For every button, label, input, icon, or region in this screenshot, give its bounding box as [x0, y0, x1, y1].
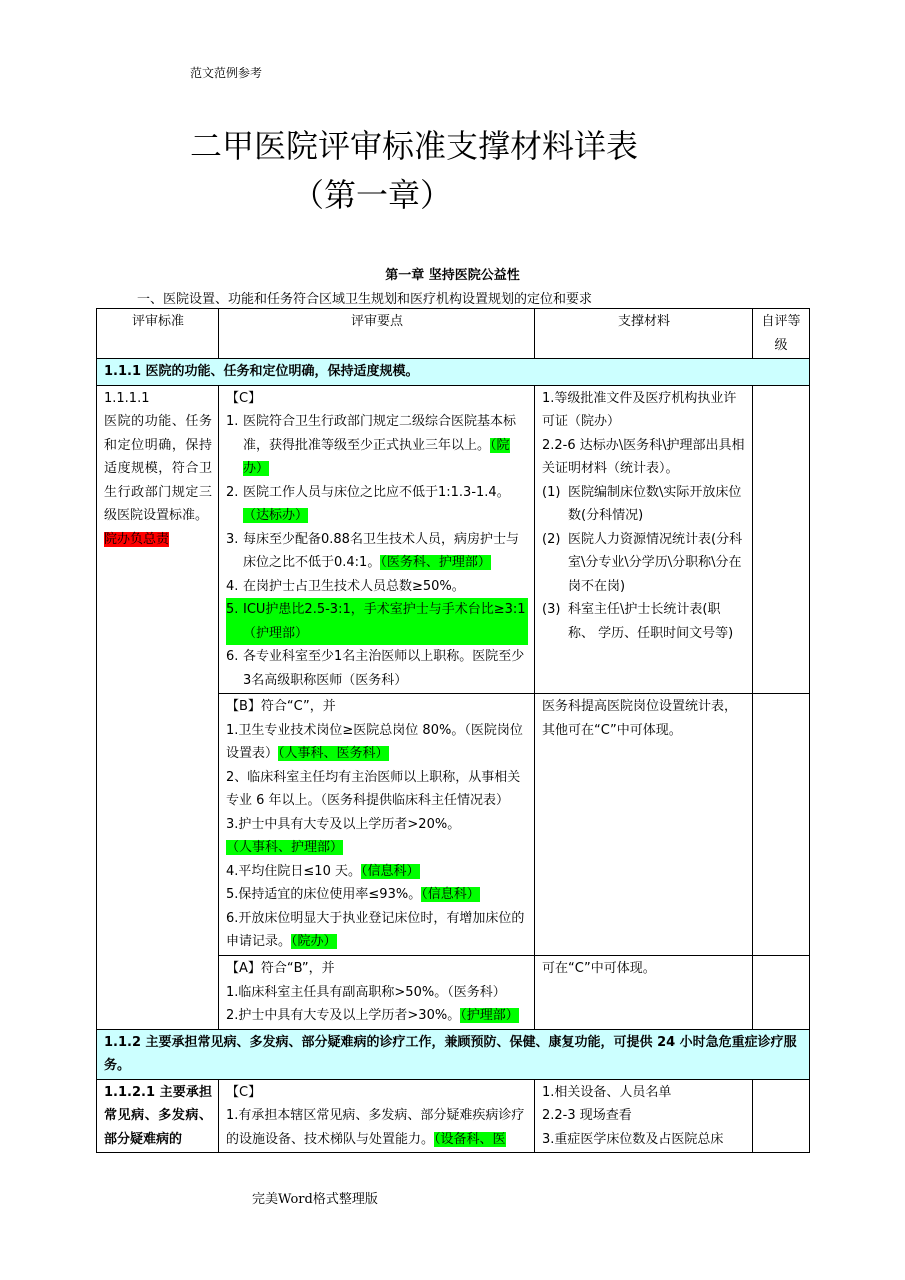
- rating-cell: [753, 1079, 810, 1153]
- list-item: 医院符合卫生行政部门规定二级综合医院基本标准，获得批准等级至少正式执业三年以上。: [243, 414, 517, 453]
- support-cell-c: 1.等级批准文件及医疗机构执业许可证（院办） 2.2-6 达标办\医务科\护理部出具相关证明材料（统计表）。 (1) 医院编制床位数\实际开放床位数(分科情况) (2) 医院人力资源情况统计表(分科室\分专业\分学历\分职称\分在岗不在岗) (3) 科室主任\护士长统计表(职称、 学历、任职时间文号等): [535, 385, 753, 694]
- table-header-row: [97, 309, 810, 359]
- list-item: 2、临床科室主任均有主治医师以上职称，从事相关专业 6 年以上。（医务科提供临床科主任情况表）: [226, 769, 521, 808]
- header-points: 评审要点: [219, 309, 535, 359]
- owner-badge: 院办负总责: [104, 531, 170, 547]
- dept-tag: （人事科、医务科）: [278, 746, 389, 761]
- dept-tag: （信息科）: [421, 887, 480, 902]
- standard-cell-1-1-2-1: [97, 1079, 219, 1153]
- list-item: 5.保持适宜的床位使用率≤93%。: [226, 887, 422, 902]
- list-item: 1.临床科室主任具有副高职称>50%。（医务科）: [226, 984, 506, 1000]
- points-cell-c2: [219, 1079, 535, 1153]
- dept-tag: （达标办）: [243, 508, 309, 523]
- grade-label-c: 【C】: [226, 1084, 262, 1100]
- support-cell-a: 可在“C”中可体现。: [535, 956, 753, 1030]
- section-band-1-1-1: 1.1.1 医院的功能、任务和定位明确，保持适度规模。: [97, 359, 810, 386]
- support-line: 1.等级批准文件及医疗机构执业许可证（院办）: [542, 390, 737, 429]
- header-self-rating: 自评等级: [753, 309, 810, 359]
- header-note: 范文范例参考: [190, 66, 263, 80]
- list-item: 在岗护士占卫生技术人员总数≥50%。: [243, 578, 465, 594]
- list-item: 每床至少配备0.88名卫生技术人员，病房护士与床位之比不低于0.4:1。: [243, 531, 519, 570]
- dept-tag: （人事科、护理部）: [226, 840, 344, 855]
- chapter-heading: 第一章 坚持医院公益性: [385, 268, 520, 283]
- support-cell-c2: [535, 1079, 753, 1153]
- list-item: 各专业科室至少1名主治医师以上职称。医院至少3名高级职称医师（医务科）: [243, 649, 525, 688]
- grade-label-b: 【B】符合“C”，并: [226, 699, 336, 714]
- standard-text: 主要承担常见病、多发病、部分疑难病的: [104, 1084, 212, 1147]
- points-cell-a: [219, 956, 535, 1030]
- support-sub-item: 医院编制床位数\实际开放床位数(分科情况): [568, 484, 742, 523]
- standards-table: [96, 308, 810, 1153]
- standard-text: 医院的功能、任务和定位明确，保持适度规模，符合卫生行政部门规定三级医院设置标准。: [104, 414, 212, 523]
- footer-note: 完美Word格式整理版: [252, 1192, 378, 1207]
- list-item: 1.有承担本辖区常见病、多发病、部分疑难疾病诊疗的设施设备、技术梯队与处置能力。: [226, 1108, 525, 1147]
- section-band-1-1-2: 1.1.2 主要承担常见病、多发病、部分疑难病的诊疗工作，兼顾预防、保健、康复功能，可提供 24 小时急危重症诊疗服务。: [97, 1029, 810, 1079]
- support-line: 1.相关设备、人员名单: [542, 1084, 672, 1100]
- standard-code: 1.1.1.1: [104, 390, 150, 406]
- support-cell-b: 医务科提高医院岗位设置统计表，其他可在“C”中可体现。: [535, 694, 753, 956]
- dept-tag: （院办）: [243, 437, 510, 476]
- grade-label-c: 【C】: [226, 390, 262, 406]
- list-item: 6.开放床位明显大于执业登记床位时，有增加床位的申请记录。: [226, 910, 525, 949]
- list-item: 2.护士中具有大专及以上学历者>30%。: [226, 1008, 461, 1023]
- points-cell-c: 【C】 1. 医院符合卫生行政部门规定二级综合医院基本标准，获得批准等级至少正式执业三年以上。（院办） 2. 医院工作人员与床位之比应不低于1:1.3-1.4。（达标办） 3. 每床至少配备0.88名卫生技术人员，病房护士与床位之比不低于0.4:1。（医务科、护理部） 4. 在岗护士占卫生技术人员总数≥50%。 5. ICU护患比2.5-3:1，手术室护士与手术台比≥3:1（护理部） 6. 各专业科室至少1名主治医师以上职称。医院至少3名高级职称医师（医务科）: [219, 385, 535, 694]
- dept-tag: （信息科）: [360, 863, 420, 879]
- dept-tag: （院办）: [291, 934, 337, 949]
- points-cell-b: [219, 694, 535, 956]
- standard-cell-1-1-1-1: [97, 385, 219, 1029]
- list-item: 医院工作人员与床位之比应不低于1:1.3-1.4。: [243, 484, 510, 500]
- grade-label-a: 【A】符合“B”，并: [226, 961, 335, 976]
- table-row: [97, 1079, 810, 1153]
- support-line: 3.重症医学床位数及占医院总床: [542, 1131, 724, 1147]
- section-heading: 一、医院设置、功能和任务符合区域卫生规划和医疗机构设置规划的定位和要求: [137, 292, 593, 307]
- list-item: 1.卫生专业技术岗位≥医院总岗位 80%。（医院岗位设置表）: [226, 722, 523, 761]
- document-title: 二甲医院评审标准支撑材料详表: [190, 127, 639, 165]
- dept-tag: （护理部）: [460, 1008, 519, 1023]
- list-item: 3.护士中具有大专及以上学历者>20%。: [226, 816, 461, 832]
- rating-cell: [753, 956, 810, 1030]
- rating-cell: [753, 385, 810, 694]
- support-sub-item: 科室主任\护士长统计表(职称、 学历、任职时间文号等): [568, 602, 734, 641]
- support-sub-item: 医院人力资源情况统计表(分科室\分专业\分学历\分职称\分在岗不在岗): [568, 531, 743, 594]
- dept-tag: （医务科、护理部）: [380, 555, 491, 570]
- support-line: 2.2-6 达标办\医务科\护理部出具相关证明材料（统计表）。: [542, 437, 745, 476]
- support-line: 2.2-3 现场查看: [542, 1108, 632, 1123]
- standard-code: 1.1.2.1: [104, 1084, 155, 1100]
- list-item: 4.平均住院日≤10 天。: [226, 863, 361, 879]
- header-standard: 评审标准: [97, 309, 219, 359]
- dept-tag: （设备科、医: [434, 1131, 506, 1147]
- header-materials: 支撑材料: [535, 309, 753, 359]
- table-row: [97, 385, 810, 694]
- list-item-highlighted: ICU护患比2.5-3:1，手术室护士与手术台比≥3:1（护理部）: [243, 602, 526, 641]
- rating-cell: [753, 694, 810, 956]
- document-subtitle: （第一章）: [292, 176, 453, 214]
